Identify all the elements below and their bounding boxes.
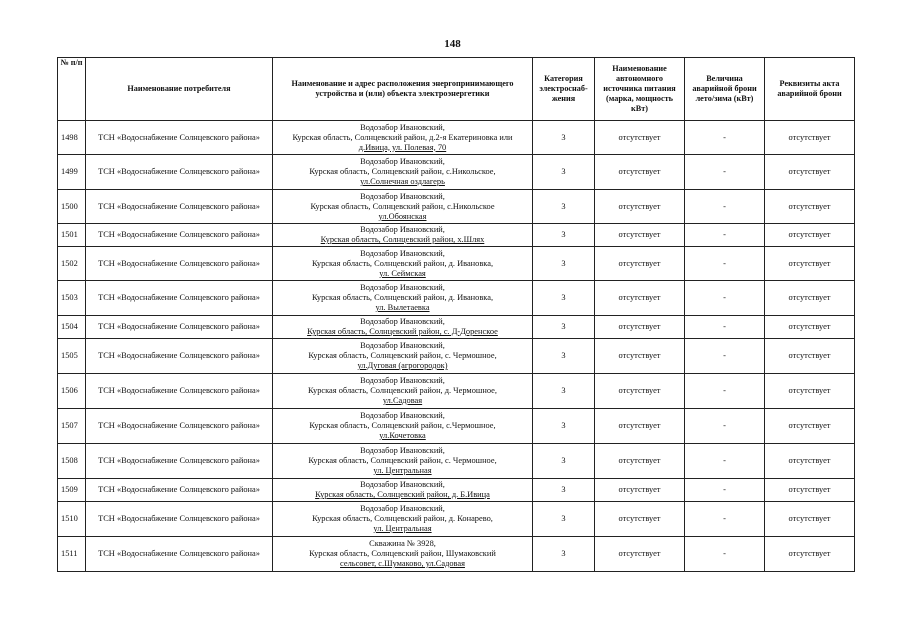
reserve-act: отсутствует	[765, 224, 855, 247]
object-address	[273, 247, 533, 281]
row-number: 1500	[58, 190, 86, 224]
consumer-table	[57, 57, 855, 572]
address-line: Курская область, Солнцевский район, Шумаковский	[309, 549, 496, 558]
row-number: 1506	[58, 374, 86, 409]
object-address	[273, 444, 533, 479]
row-number: 1509	[58, 479, 86, 502]
emergency-reserve: -	[685, 339, 765, 374]
address-line: ул. Вылетаевка	[375, 303, 430, 312]
header-category: Категория электроснаб-жения	[533, 58, 595, 121]
reserve-act: отсутствует	[765, 339, 855, 374]
header-act: Реквизиты акта аварийной брони	[765, 58, 855, 121]
autonomous-source: отсутствует	[595, 537, 685, 572]
consumer-name: ТСН «Водоснабжение Солнцевского района»	[86, 190, 273, 224]
object-address	[273, 316, 533, 339]
address-line: Курская область, Солнцевский район, с.Чермошное,	[309, 421, 496, 430]
reserve-act: отсутствует	[765, 374, 855, 409]
table-row	[58, 190, 855, 224]
consumer-name: ТСН «Водоснабжение Солнцевского района»	[86, 409, 273, 444]
row-number: 1508	[58, 444, 86, 479]
supply-category: 3	[533, 409, 595, 444]
autonomous-source: отсутствует	[595, 155, 685, 190]
autonomous-source: отсутствует	[595, 224, 685, 247]
supply-category: 3	[533, 444, 595, 479]
supply-category: 3	[533, 502, 595, 537]
emergency-reserve: -	[685, 247, 765, 281]
emergency-reserve: -	[685, 444, 765, 479]
reserve-act: отсутствует	[765, 190, 855, 224]
address-line: Скважина № 3928,	[369, 539, 436, 548]
address-line: ул.Солнечная оздлагерь	[360, 177, 445, 186]
address-line: Водозабор Ивановский,	[360, 411, 445, 420]
row-number: 1511	[58, 537, 86, 572]
emergency-reserve: -	[685, 316, 765, 339]
supply-category: 3	[533, 247, 595, 281]
row-number: 1501	[58, 224, 86, 247]
table-row	[58, 247, 855, 281]
table-row	[58, 537, 855, 572]
table-row	[58, 444, 855, 479]
table-row	[58, 224, 855, 247]
reserve-act: отсутствует	[765, 502, 855, 537]
consumer-name: ТСН «Водоснабжение Солнцевского района»	[86, 502, 273, 537]
object-address	[273, 502, 533, 537]
consumer-name: ТСН «Водоснабжение Солнцевского района»	[86, 374, 273, 409]
supply-category: 3	[533, 224, 595, 247]
autonomous-source: отсутствует	[595, 281, 685, 316]
address-line: ул.Садовая	[382, 396, 423, 405]
address-line: ул. Центральная	[373, 524, 432, 533]
consumer-name: ТСН «Водоснабжение Солнцевского района»	[86, 224, 273, 247]
address-line: Курская область, Солнцевский район, д. Ивановка,	[311, 293, 494, 302]
table-row	[58, 374, 855, 409]
header-num: № п/п	[58, 58, 86, 121]
consumer-name: ТСН «Водоснабжение Солнцевского района»	[86, 479, 273, 502]
address-line: Курская область, Солнцевский район, с.Никольское	[310, 201, 495, 211]
emergency-reserve: -	[685, 409, 765, 444]
autonomous-source: отсутствует	[595, 444, 685, 479]
table-row	[58, 339, 855, 374]
emergency-reserve: -	[685, 121, 765, 155]
autonomous-source: отсутствует	[595, 247, 685, 281]
address-line: Водозабор Ивановский,	[360, 191, 445, 201]
address-line: Курская область, Солнцевский район, д. Ивановка,	[311, 258, 494, 268]
address-line: Курская область, Солнцевский район, с. Чермошное,	[308, 456, 497, 465]
consumer-name: ТСН «Водоснабжение Солнцевского района»	[86, 121, 273, 155]
address-line: Курская область, Солнцевский район, с. Чермошное,	[308, 351, 497, 360]
autonomous-source: отсутствует	[595, 339, 685, 374]
autonomous-source: отсутствует	[595, 121, 685, 155]
row-number: 1498	[58, 121, 86, 155]
object-address	[273, 537, 533, 572]
object-address	[273, 224, 533, 247]
address-line: Курская область, Солнцевский район, д.2-я Екатериновка или	[292, 132, 513, 142]
address-line: ул. Центральная	[373, 466, 432, 475]
address-line: Водозабор Ивановский,	[360, 122, 445, 132]
reserve-act: отсутствует	[765, 479, 855, 502]
address-line: ул.Дуговая (агрогородок)	[357, 361, 448, 370]
consumer-name: ТСН «Водоснабжение Солнцевского района»	[86, 537, 273, 572]
table-row	[58, 502, 855, 537]
table-header-row	[58, 58, 855, 121]
address-line: Курская область, Солнцевский район, д. Чермошное,	[308, 386, 497, 395]
row-number: 1505	[58, 339, 86, 374]
table-body	[58, 121, 855, 572]
supply-category: 3	[533, 537, 595, 572]
autonomous-source: отсутствует	[595, 316, 685, 339]
table-row	[58, 121, 855, 155]
address-line: Водозабор Ивановский,	[360, 283, 445, 292]
reserve-act: отсутствует	[765, 281, 855, 316]
table-row	[58, 281, 855, 316]
address-line: Водозабор Ивановский,	[360, 157, 445, 166]
emergency-reserve: -	[685, 190, 765, 224]
supply-category: 3	[533, 339, 595, 374]
supply-category: 3	[533, 479, 595, 502]
address-line: д.Ивица, ул. Полевая, 70	[358, 142, 447, 152]
supply-category: 3	[533, 374, 595, 409]
emergency-reserve: -	[685, 502, 765, 537]
object-address	[273, 479, 533, 502]
row-number: 1503	[58, 281, 86, 316]
row-number: 1507	[58, 409, 86, 444]
autonomous-source: отсутствует	[595, 479, 685, 502]
row-number: 1502	[58, 247, 86, 281]
consumer-name: ТСН «Водоснабжение Солнцевского района»	[86, 247, 273, 281]
emergency-reserve: -	[685, 479, 765, 502]
address-line: Водозабор Ивановский,	[360, 504, 445, 513]
address-line: Водозабор Ивановский,	[360, 446, 445, 455]
emergency-reserve: -	[685, 224, 765, 247]
address-line: ул.Обоянская	[378, 211, 427, 221]
reserve-act: отсутствует	[765, 409, 855, 444]
address-line: Курская область, Солнцевский район, д. Конарево,	[312, 514, 493, 523]
header-reserve: Величина аварийной брони лето/зима (кВт)	[685, 58, 765, 121]
object-address	[273, 374, 533, 409]
consumer-name: ТСН «Водоснабжение Солнцевского района»	[86, 339, 273, 374]
object-address	[273, 409, 533, 444]
consumer-name: ТСН «Водоснабжение Солнцевского района»	[86, 444, 273, 479]
address-line: Водозабор Ивановский,	[360, 248, 445, 258]
header-source: Наименование автономного источника питания (марка, мощность кВт)	[595, 58, 685, 121]
address-line: Водозабор Ивановский,	[360, 225, 445, 234]
autonomous-source: отсутствует	[595, 374, 685, 409]
row-number: 1510	[58, 502, 86, 537]
object-address	[273, 121, 533, 155]
address-line: ул.Кочетовка	[379, 431, 426, 440]
supply-category: 3	[533, 121, 595, 155]
supply-category: 3	[533, 190, 595, 224]
object-address	[273, 190, 533, 224]
emergency-reserve: -	[685, 537, 765, 572]
supply-category: 3	[533, 316, 595, 339]
reserve-act: отсутствует	[765, 121, 855, 155]
table-row	[58, 479, 855, 502]
address-line: Водозабор Ивановский,	[360, 480, 445, 489]
address-line: Водозабор Ивановский,	[360, 317, 445, 326]
consumer-name: ТСН «Водоснабжение Солнцевского района»	[86, 281, 273, 316]
reserve-act: отсутствует	[765, 155, 855, 190]
supply-category: 3	[533, 281, 595, 316]
reserve-act: отсутствует	[765, 537, 855, 572]
consumer-name: ТСН «Водоснабжение Солнцевского района»	[86, 316, 273, 339]
emergency-reserve: -	[685, 155, 765, 190]
autonomous-source: отсутствует	[595, 190, 685, 224]
emergency-reserve: -	[685, 374, 765, 409]
header-consumer: Наименование потребителя	[86, 58, 273, 121]
object-address	[273, 155, 533, 190]
consumer-name: ТСН «Водоснабжение Солнцевского района»	[86, 155, 273, 190]
object-address	[273, 281, 533, 316]
reserve-act: отсутствует	[765, 247, 855, 281]
row-number: 1504	[58, 316, 86, 339]
row-number: 1499	[58, 155, 86, 190]
autonomous-source: отсутствует	[595, 502, 685, 537]
autonomous-source: отсутствует	[595, 409, 685, 444]
address-line: Водозабор Ивановский,	[360, 341, 445, 350]
address-line: Курская область, Солнцевский район, х.Шлях	[320, 235, 485, 244]
object-address	[273, 339, 533, 374]
address-line: Курская область, Солнцевский район, д. Б.Ивица	[315, 490, 490, 499]
address-line: Курская область, Солнцевский район, с.Никольское,	[309, 167, 496, 176]
table-row	[58, 316, 855, 339]
table-row	[58, 155, 855, 190]
reserve-act: отсутствует	[765, 316, 855, 339]
address-line: сельсовет, с.Шумаково, ул.Садовая	[340, 559, 465, 568]
supply-category: 3	[533, 155, 595, 190]
address-line: Водозабор Ивановский,	[360, 376, 445, 385]
emergency-reserve: -	[685, 281, 765, 316]
address-line: Курская область, Солнцевский район, с. Д-Доренское	[307, 327, 498, 336]
reserve-act: отсутствует	[765, 444, 855, 479]
table-row	[58, 409, 855, 444]
page-number: 148	[444, 38, 461, 50]
address-line: ул. Сеймская	[379, 268, 426, 278]
header-address: Наименование и адрес расположения энергопринимающего устройства и (или) объекта электроэнергетики	[273, 58, 533, 121]
